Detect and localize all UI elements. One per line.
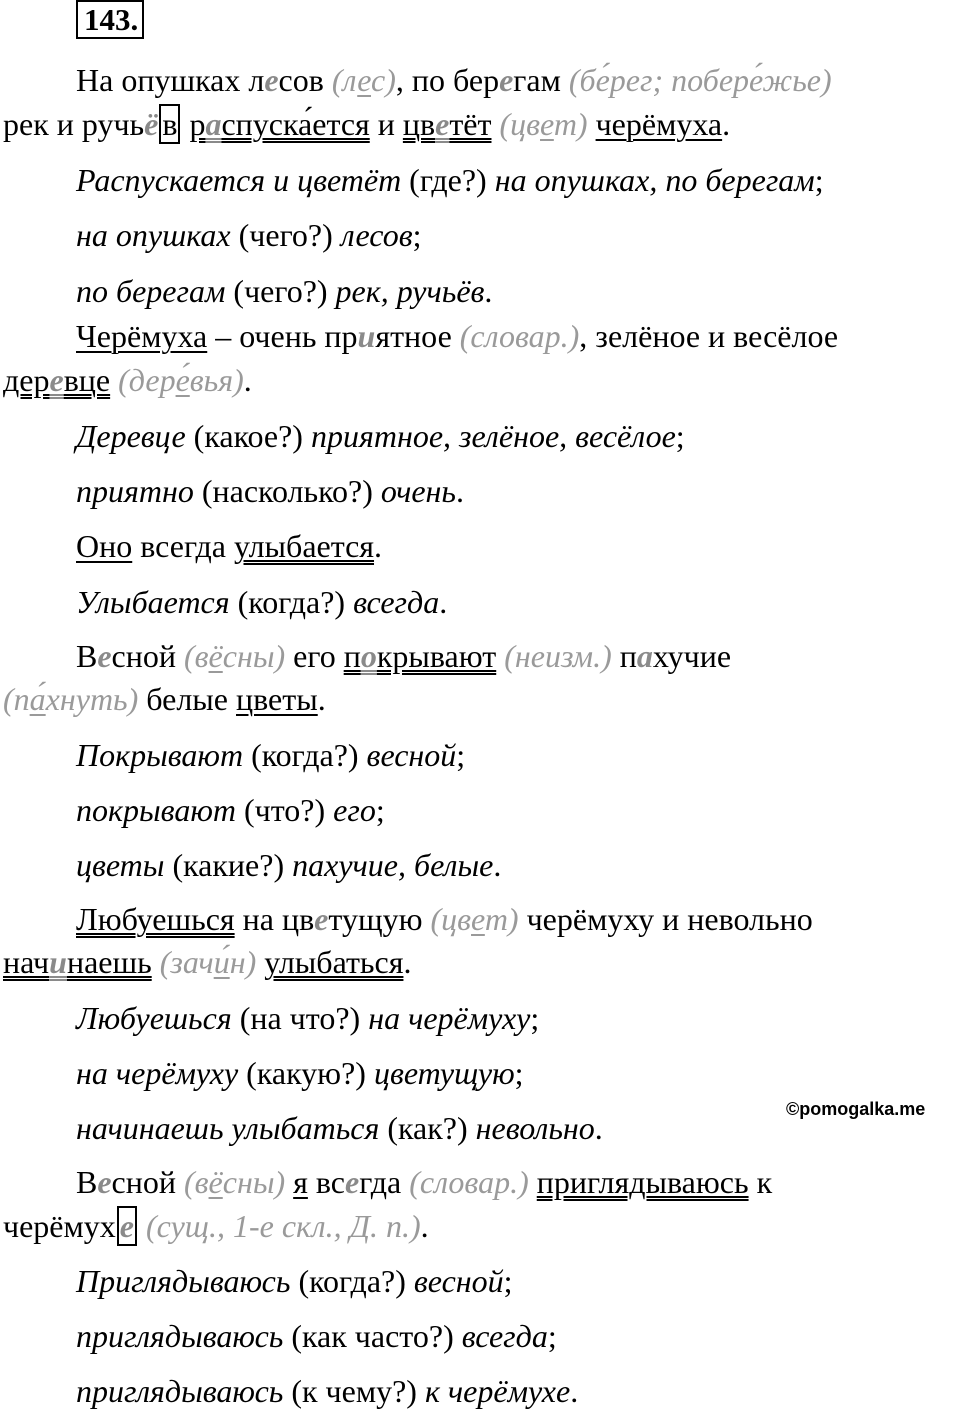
text-segment: наешь (66, 944, 152, 980)
text-segment: приглядываюсь (536, 1164, 749, 1200)
text-line (76, 998, 539, 1038)
text-segment: сной (111, 1164, 184, 1200)
text-segment: Улыбается (76, 584, 230, 620)
text-segment: (неизм.) (504, 638, 612, 674)
text-segment: . (374, 528, 383, 564)
text-segment: ; (514, 1055, 524, 1091)
text-line (3, 1206, 429, 1246)
text-line (3, 942, 411, 982)
text-segment: сны) (222, 1164, 286, 1200)
text-segment: гда (359, 1164, 410, 1200)
text-line (76, 271, 492, 311)
text-segment: (дер (118, 362, 176, 398)
text-segment: п (611, 638, 637, 674)
text-segment: белые (138, 681, 236, 717)
text-line (76, 1108, 603, 1148)
text-segment (138, 1208, 146, 1244)
text-segment: (какую?) (238, 1055, 374, 1091)
text-line (76, 845, 501, 885)
text-segment: цв (402, 106, 436, 142)
text-segment: вс (307, 1164, 345, 1200)
text-segment: на опушках (76, 217, 231, 253)
text-segment: сов (278, 62, 332, 98)
text-segment: е (357, 62, 372, 98)
text-segment: (цв (430, 901, 472, 937)
text-segment: и (369, 106, 403, 142)
text-segment: (как?) (379, 1110, 476, 1146)
text-segment: ; (456, 737, 466, 773)
text-segment: и́ (213, 944, 230, 980)
text-segment: вья) (189, 362, 244, 398)
text-line (76, 636, 731, 676)
text-line (76, 790, 385, 830)
text-segment: (к чему?) (283, 1373, 425, 1409)
text-segment: (когда?) (243, 737, 367, 773)
text-segment: н) (229, 944, 257, 980)
text-line (76, 316, 838, 356)
text-segment: приглядываюсь (76, 1318, 284, 1354)
text-line (76, 471, 464, 511)
text-segment: (чего?) (230, 217, 341, 253)
text-segment: а́ (29, 681, 46, 717)
text-segment: невольно (475, 1110, 595, 1146)
text-segment (110, 362, 118, 398)
watermark: ©pomogalka.me (786, 1099, 926, 1119)
text-segment: а (636, 638, 653, 674)
text-segment: (сущ., 1-е скл., Д. п.) (145, 1208, 421, 1244)
text-line (76, 60, 832, 100)
text-segment: е (314, 901, 329, 937)
text-segment: Любуешься (76, 1000, 232, 1036)
text-segment: (словар.) (409, 1164, 529, 1200)
text-segment: весной (366, 737, 457, 773)
text-segment: . (439, 584, 448, 620)
text-segment: крывают (376, 638, 497, 674)
text-segment: е (540, 106, 554, 142)
text-segment: рек, ручьёв (335, 273, 485, 309)
text-segment: ё (208, 1164, 223, 1200)
text-segment: и (49, 944, 67, 980)
text-segment: начинаешь улыбаться (76, 1110, 380, 1146)
text-segment: хучие (652, 638, 732, 674)
text-segment: (словар.) (459, 318, 580, 354)
text-segment: гам (513, 62, 569, 98)
text-segment: е (117, 1206, 137, 1246)
text-segment: Покрывают (76, 737, 244, 773)
text-segment: ; (814, 162, 824, 198)
text-segment: Любуешься (76, 901, 235, 937)
text-line (3, 360, 252, 400)
text-segment: т) (553, 106, 588, 142)
text-segment: . (455, 473, 464, 509)
text-segment: ; (547, 1318, 557, 1354)
text-segment: . (243, 362, 252, 398)
text-segment: п (343, 638, 361, 674)
text-segment: а (205, 106, 222, 142)
text-segment: лесов (340, 217, 413, 253)
text-segment: . (493, 847, 502, 883)
text-segment: е (345, 1164, 360, 1200)
text-segment: Деревце (76, 418, 186, 454)
text-segment: приглядываюсь (76, 1373, 284, 1409)
text-segment: е (97, 638, 112, 674)
text-segment: на черёмуху (368, 1000, 531, 1036)
text-segment: его (333, 792, 376, 828)
text-line (76, 1316, 557, 1356)
text-segment: его (285, 638, 344, 674)
text-segment: е (435, 106, 450, 142)
text-segment: Оно (76, 528, 133, 564)
text-line (76, 215, 421, 255)
text-segment: (л (331, 62, 358, 98)
text-segment: ; (375, 792, 385, 828)
text-segment: На опушках л (76, 62, 265, 98)
text-segment: сны) (222, 638, 286, 674)
text-segment: . (722, 106, 731, 142)
text-segment: (в (184, 638, 209, 674)
text-line (76, 735, 465, 775)
text-segment: приятное, зелёное, весёлое (310, 418, 676, 454)
text-segment (529, 1164, 537, 1200)
text-segment: к (748, 1164, 773, 1200)
text-segment: е (97, 1164, 112, 1200)
text-segment: ятное (375, 318, 460, 354)
text-segment: вце (63, 362, 111, 398)
text-segment: нач (3, 944, 50, 980)
text-segment: о (360, 638, 377, 674)
text-segment: (когда?) (290, 1263, 414, 1299)
text-segment: я (293, 1164, 308, 1200)
text-segment: тущую (328, 901, 431, 937)
text-segment: е (471, 901, 485, 937)
text-segment: (на что?) (231, 1000, 369, 1036)
text-segment: на опушках, по берегам (494, 162, 815, 198)
text-segment: покрывают (76, 792, 236, 828)
text-segment: очень (380, 473, 456, 509)
text-segment: е́ (175, 362, 190, 398)
text-segment: приятно (76, 473, 194, 509)
text-segment: ; (530, 1000, 540, 1036)
text-line (76, 582, 447, 622)
text-segment: . (570, 1373, 579, 1409)
text-segment: Черёмуха (76, 318, 208, 354)
text-segment: в (159, 104, 180, 144)
text-segment: (бе́рег; побере́жье) (568, 62, 832, 98)
text-segment: . (484, 273, 493, 309)
text-segment: черёмух (3, 1208, 116, 1244)
text-segment: хнуть) (45, 681, 139, 717)
text-line (76, 526, 382, 566)
text-segment: (когда?) (229, 584, 354, 620)
text-segment: всегда (353, 584, 440, 620)
text-segment: улыбается (233, 528, 375, 564)
text-segment: цветущую (373, 1055, 515, 1091)
text-line (76, 160, 824, 200)
text-line (76, 416, 685, 456)
text-segment (285, 1164, 293, 1200)
text-segment: (насколько?) (193, 473, 381, 509)
text-segment: ; (503, 1263, 513, 1299)
text-segment: (цв (499, 106, 541, 142)
text-segment: спуска́ется (221, 106, 370, 142)
text-segment: и (357, 318, 376, 354)
text-segment: улыбаться (264, 944, 404, 980)
text-segment: . (594, 1110, 603, 1146)
text-segment: (чего?) (225, 273, 336, 309)
text-segment (152, 944, 160, 980)
text-segment: В (76, 1164, 98, 1200)
text-segment: – очень пр (207, 318, 358, 354)
text-line (76, 1261, 513, 1301)
text-segment: сной (111, 638, 184, 674)
text-segment: е (264, 62, 279, 98)
text-segment: к черёмухе (424, 1373, 571, 1409)
text-segment: по берегам (76, 273, 226, 309)
text-segment: тёт (449, 106, 492, 142)
text-segment: ; (675, 418, 685, 454)
text-segment: . (317, 681, 326, 717)
text-segment: р (189, 106, 206, 142)
text-segment: (зач (159, 944, 214, 980)
text-segment: дер (3, 362, 50, 398)
text-line (76, 1162, 772, 1202)
text-segment (588, 106, 596, 142)
text-segment: , зелёное и весёлое (579, 318, 839, 354)
exercise-number: 143. (76, 2, 144, 38)
text-segment: на цв (234, 901, 315, 937)
text-segment: ё (144, 106, 159, 142)
text-segment: (как часто?) (283, 1318, 462, 1354)
text-line (76, 899, 813, 939)
text-segment: . (403, 944, 412, 980)
text-segment: . (420, 1208, 429, 1244)
text-segment: цветы (76, 847, 165, 883)
text-segment: е (49, 362, 64, 398)
text-segment: весной (413, 1263, 504, 1299)
text-segment: В (76, 638, 98, 674)
text-segment: (в (184, 1164, 209, 1200)
text-segment: всегда (132, 528, 234, 564)
text-line (3, 104, 730, 144)
text-segment: (какое?) (185, 418, 311, 454)
text-segment: ё (208, 638, 223, 674)
text-segment: (что?) (235, 792, 334, 828)
text-line (3, 679, 326, 719)
text-segment: цветы (236, 681, 318, 717)
text-segment: всегда (461, 1318, 548, 1354)
text-segment: , по бер (395, 62, 500, 98)
text-segment: Распускается и цветёт (76, 162, 402, 198)
text-segment: рек и ручь (3, 106, 145, 142)
text-segment: черёмуху и невольно (518, 901, 813, 937)
text-line (76, 1371, 578, 1411)
text-segment: (какие?) (164, 847, 293, 883)
text-segment: т) (484, 901, 519, 937)
text-segment: пахучие, белые (292, 847, 494, 883)
text-segment: Приглядываюсь (76, 1263, 291, 1299)
text-segment: черёмуха (595, 106, 723, 142)
text-segment: на черёмуху (76, 1055, 239, 1091)
text-segment: (п (3, 681, 30, 717)
text-segment: (где?) (401, 162, 495, 198)
text-segment: ; (412, 217, 422, 253)
text-segment: с) (371, 62, 396, 98)
text-line (76, 1053, 524, 1093)
text-segment: е (499, 62, 514, 98)
